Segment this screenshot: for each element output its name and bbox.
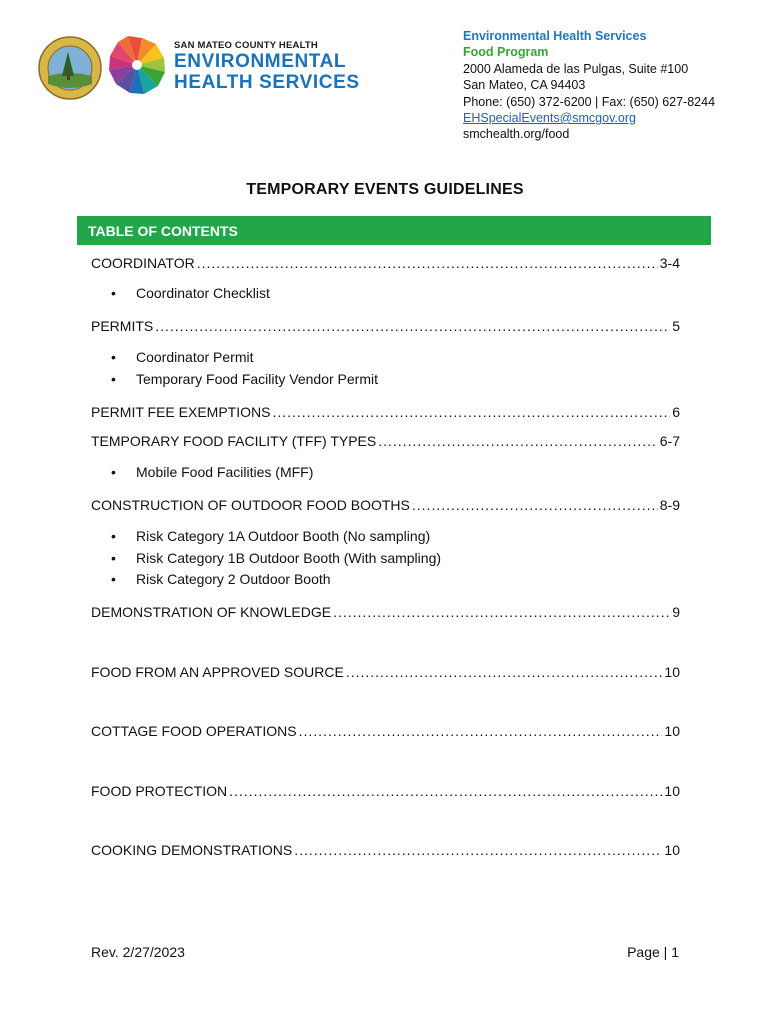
toc-entry-tff-types[interactable] [91,433,680,449]
toc-entry-page: 5 [672,318,680,334]
toc-bullet-item [111,349,254,365]
toc-entry-demonstration-of-knowledge[interactable] [91,604,680,620]
contact-address-1: 2000 Alameda de las Pulgas, Suite #100 [463,61,689,76]
toc-entry-label: FOOD FROM AN APPROVED SOURCE [91,664,344,680]
toc-bullet-label: Risk Category 2 Outdoor Booth [136,571,331,587]
ehs-pinwheel-logo [106,34,168,96]
bullet-icon: • [111,464,116,480]
toc-bullet-item [111,285,270,301]
bullet-icon: • [111,349,116,365]
contact-email-link[interactable]: EHSpecialEvents@smcgov.org [463,111,636,126]
toc-leader-dots [299,723,663,739]
toc-entry-page: 3-4 [659,255,680,271]
document-title: TEMPORARY EVENTS GUIDELINES [246,181,524,198]
toc-entry-label: PERMITS [91,318,154,334]
toc-leader-dots [272,404,670,420]
bullet-icon: • [111,285,116,301]
brand-county: SAN MATEO COUNTY HEALTH [174,40,318,51]
toc-bullet-label: Risk Category 1A Outdoor Booth (No sampling) [136,528,431,544]
toc-entry-permits[interactable] [91,318,680,334]
toc-bullet-label: Coordinator Permit [136,349,254,365]
toc-bullet-item [111,528,430,544]
toc-entry-label: DEMONSTRATION OF KNOWLEDGE [91,604,332,620]
toc-entry-page: 6 [672,404,680,420]
toc-entry-page: 10 [664,783,680,799]
contact-program: Food Program [463,45,549,60]
bullet-icon: • [111,371,116,387]
toc-entry-page: 10 [664,723,680,739]
brand-wordmark [174,40,360,93]
toc-bullet-item [111,464,313,480]
toc-leader-dots [346,664,663,680]
toc-entry-food-protection[interactable] [91,783,680,799]
toc-leader-dots [378,433,658,449]
county-seal-logo [38,36,102,100]
toc-entry-permit-fee-exemptions[interactable] [91,404,680,420]
toc-leader-dots [229,783,662,799]
toc-entry-label: TEMPORARY FOOD FACILITY (TFF) TYPES [91,433,377,449]
contact-address-2: San Mateo, CA 94403 [463,78,586,93]
toc-entry-page: 10 [664,842,680,858]
toc-entry-coordinator[interactable] [91,255,680,271]
toc-leader-dots [412,497,658,513]
toc-leader-dots [294,842,662,858]
toc-entry-page: 8-9 [659,497,680,513]
toc-bullet-label: Coordinator Checklist [136,285,270,301]
toc-entry-page: 6-7 [659,433,680,449]
contact-org: Environmental Health Services [463,29,647,43]
bullet-icon: • [111,550,116,566]
toc-entry-label: FOOD PROTECTION [91,783,228,799]
toc-leader-dots [155,318,670,334]
toc-heading-bar [77,216,711,245]
bullet-icon: • [111,528,116,544]
toc-entry-label: COORDINATOR [91,255,195,271]
toc-entry-cottage-food[interactable] [91,723,680,739]
contact-phone: Phone: (650) 372-6200 | Fax: (650) 627-8244 [463,94,716,109]
toc-leader-dots [197,255,658,271]
toc-entry-label: CONSTRUCTION OF OUTDOOR FOOD BOOTHS [91,497,410,513]
toc-entry-approved-source[interactable] [91,664,680,680]
toc-entry-page: 10 [664,664,680,680]
toc-bullet-label: Temporary Food Facility Vendor Permit [136,371,378,387]
toc-entry-label: PERMIT FEE EXEMPTIONS [91,404,271,420]
footer-page-number: Page | 1 [627,944,679,960]
toc-bullet-item [111,371,378,387]
toc-bullet-label: Risk Category 1B Outdoor Booth (With sampling) [136,550,442,566]
toc-entry-label: COOKING DEMONSTRATIONS [91,842,293,858]
toc-heading: TABLE OF CONTENTS [88,223,238,239]
toc-entry-label: COTTAGE FOOD OPERATIONS [91,723,297,739]
toc-bullet-item [111,571,331,587]
bullet-icon: • [111,571,116,587]
toc-entry-page: 9 [672,604,680,620]
toc-leader-dots [333,604,670,620]
contact-block [463,28,715,143]
contact-website: smchealth.org/food [463,127,570,142]
toc-entry-outdoor-booths[interactable] [91,497,680,513]
brand-line-2: HEALTH SERVICES [174,72,360,93]
toc-bullet-label: Mobile Food Facilities (MFF) [136,464,314,480]
footer-revision: Rev. 2/27/2023 [91,944,185,960]
toc-entry-cooking-demonstrations[interactable] [91,842,680,858]
brand-line-1: ENVIRONMENTAL [174,51,347,72]
toc-bullet-item [111,550,441,566]
